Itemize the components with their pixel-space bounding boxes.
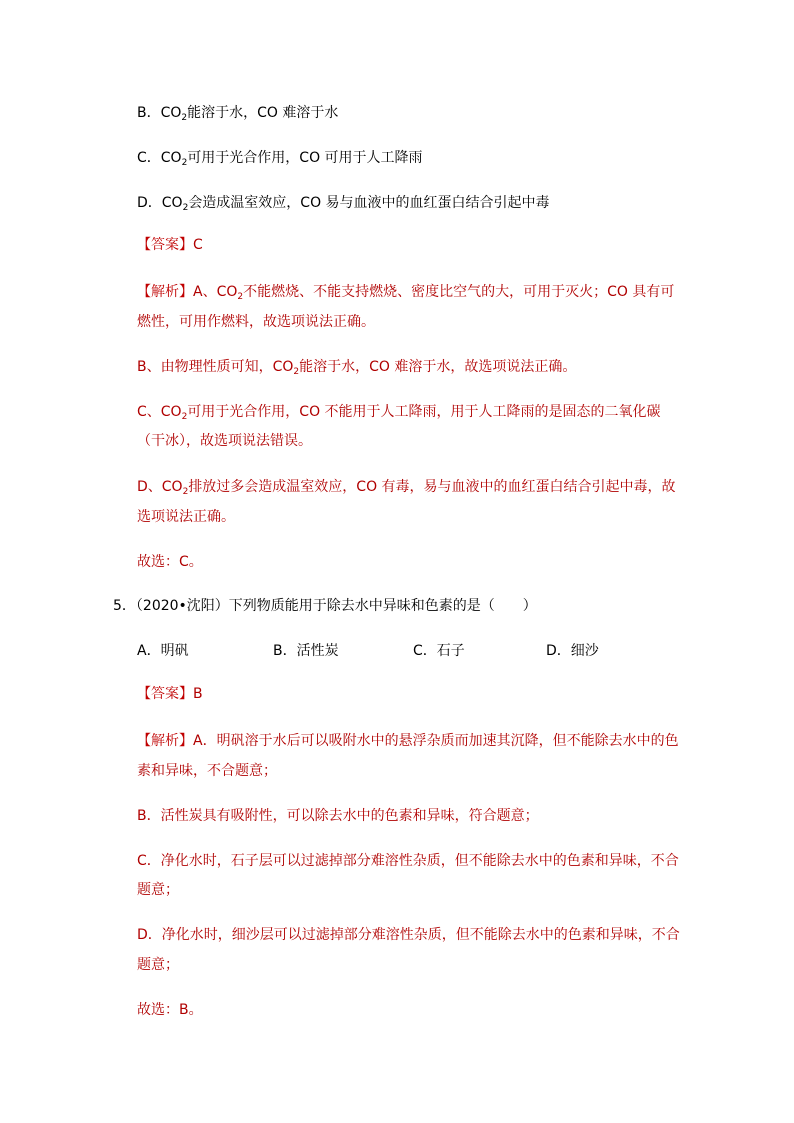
analysis-text: B、由物理性质可知，CO xyxy=(137,359,294,375)
analysis-q5-c: C．净化水时，石子层可以过滤掉部分难溶性杂质，但不能除去水中的色素和异味，不合 xyxy=(137,853,679,869)
analysis-text: 不能燃烧、不能支持燃烧、密度比空气的大，可用于灭火；CO 具有可 xyxy=(243,284,675,300)
analysis-q5-a-line2: 素和异味，不合题意； xyxy=(137,763,277,779)
analysis-text: C、CO xyxy=(137,404,182,420)
option-b: B．活性炭 xyxy=(273,643,339,659)
subscript: 2 xyxy=(182,203,189,213)
analysis-text: 能溶于水，CO 难溶于水，故选项说法正确。 xyxy=(299,359,577,375)
analysis-q5-d-line2: 题意； xyxy=(137,957,179,973)
option-b xyxy=(137,103,338,123)
subscript: 2 xyxy=(182,487,189,497)
analysis-q4-d xyxy=(137,477,676,497)
analysis-q4-a xyxy=(137,282,674,302)
analysis-q5-d: D．净化水时，细沙层可以过滤掉部分难溶性杂质，但不能除去水中的色素和异味，不合 xyxy=(137,927,680,943)
analysis-text: 排放过多会造成温室效应，CO 有毒，易与血液中的血红蛋白结合引起中毒，故 xyxy=(188,479,676,495)
analysis-text: A．明矾溶于水后可以吸附水中的悬浮杂质而加速其沉降，但不能除去水中的色 xyxy=(193,733,679,749)
conclusion-q5: 故选：B。 xyxy=(137,1002,203,1018)
analysis-q5-a xyxy=(137,731,679,751)
subscript: 2 xyxy=(293,367,300,377)
option-b-text-2: 能溶于水，CO 难溶于水 xyxy=(187,105,339,121)
subscript: 2 xyxy=(237,292,244,302)
analysis-q4-d-line2: 选项说法正确。 xyxy=(137,509,235,525)
conclusion-q4: 故选：C。 xyxy=(137,554,203,570)
answer-value: B xyxy=(193,686,203,702)
subscript: 2 xyxy=(181,412,188,422)
option-b-text: B．CO xyxy=(137,105,182,121)
analysis-q4-c xyxy=(137,402,661,422)
subscript: 2 xyxy=(181,158,188,168)
answer-label: 【答案】 xyxy=(137,686,193,702)
analysis-q4-b xyxy=(137,357,576,377)
option-d-text: D．CO xyxy=(137,195,183,211)
analysis-text: D、CO xyxy=(137,479,183,495)
subscript: 2 xyxy=(181,113,188,123)
option-d-text-2: 会造成温室效应，CO 易与血液中的血红蛋白结合引起中毒 xyxy=(188,195,550,211)
analysis-text: A、CO xyxy=(193,284,238,300)
question-5-stem: 5．（2020•沈阳）下列物质能用于除去水中异味和色素的是（ ） xyxy=(113,598,537,614)
option-c xyxy=(137,148,423,168)
answer-q5 xyxy=(137,684,203,704)
answer-label: 【答案】 xyxy=(137,237,193,253)
option-c-text: C．CO xyxy=(137,150,182,166)
option-c: C．石子 xyxy=(413,643,465,659)
option-c-text-2: 可用于光合作用，CO 可用于人工降雨 xyxy=(187,150,423,166)
answer-q4 xyxy=(137,235,203,255)
analysis-text: 可用于光合作用，CO 不能用于人工降雨，用于人工降雨的是固态的二氧化碳 xyxy=(187,404,661,420)
analysis-q4-c-line2: （干冰），故选项说法错误。 xyxy=(137,433,312,449)
analysis-q5-c-line2: 题意； xyxy=(137,882,179,898)
analysis-q4-a-line2: 燃性，可用作燃料，故选项说法正确。 xyxy=(137,314,375,330)
analysis-label: 【解析】 xyxy=(137,733,193,749)
option-d: D．细沙 xyxy=(546,643,599,659)
option-d xyxy=(137,193,550,213)
answer-value: C xyxy=(193,237,203,253)
analysis-q5-b: B．活性炭具有吸附性，可以除去水中的色素和异味，符合题意； xyxy=(137,808,539,824)
option-a: A．明矾 xyxy=(137,643,189,659)
analysis-label: 【解析】 xyxy=(137,284,193,300)
